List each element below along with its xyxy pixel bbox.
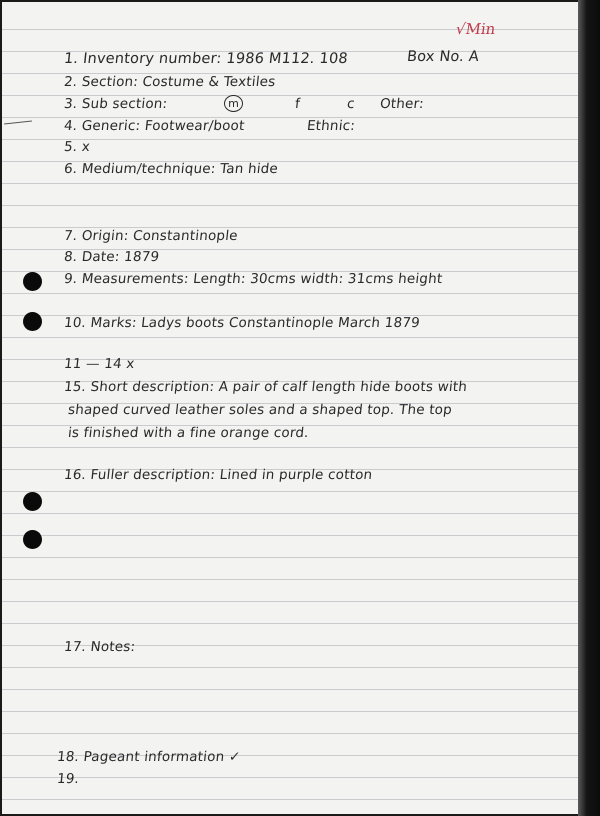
short-description-line-2: shaped curved leather soles and a shaped top. The top <box>67 402 453 418</box>
marks-line: 10. Marks: Ladys boots Constantinople March 1879 <box>63 315 421 331</box>
subsection-c: c <box>346 96 356 112</box>
subsection-other: Other: <box>379 96 425 112</box>
margin-tick <box>4 121 32 125</box>
origin-line: 7. Origin: Constantinople <box>63 228 239 244</box>
date-line: 8. Date: 1879 <box>63 249 161 265</box>
item-5-line: 5. x <box>63 139 91 155</box>
binder-hole <box>23 272 42 291</box>
generic-line: 4. Generic: Footwear/boot <box>63 118 246 134</box>
subsection-m-circled: m <box>224 95 243 112</box>
fuller-description-line: 16. Fuller description: Lined in purple cotton <box>63 467 374 483</box>
measurements-line: 9. Measurements: Length: 30cms width: 31cms height <box>63 271 444 287</box>
box-number: Box No. A <box>406 49 480 65</box>
check-mark-annotation: √Min <box>454 20 497 38</box>
record-card-page <box>2 2 578 814</box>
pageant-information-line: 18. Pageant information ✓ <box>56 749 242 765</box>
binder-hole <box>23 530 42 549</box>
ethnic-label: Ethnic: <box>306 118 356 134</box>
subsection-f: f <box>294 96 301 112</box>
short-description-line-3: is finished with a fine orange cord. <box>67 425 310 441</box>
medium-line: 6. Medium/technique: Tan hide <box>63 161 279 177</box>
item-19-line: 19. <box>56 771 80 787</box>
notes-line: 17. Notes: <box>63 639 137 655</box>
binder-edge <box>578 0 600 816</box>
short-description-line-1: 15. Short description: A pair of calf length hide boots with <box>63 379 468 395</box>
inventory-number-line: 1. Inventory number: 1986 M112. 108 <box>63 51 349 67</box>
section-line: 2. Section: Costume & Textiles <box>63 74 277 90</box>
binder-hole <box>23 312 42 331</box>
items-11-14-line: 11 — 14 x <box>63 356 136 372</box>
subsection-label: 3. Sub section: <box>63 96 169 112</box>
binder-hole <box>23 492 42 511</box>
